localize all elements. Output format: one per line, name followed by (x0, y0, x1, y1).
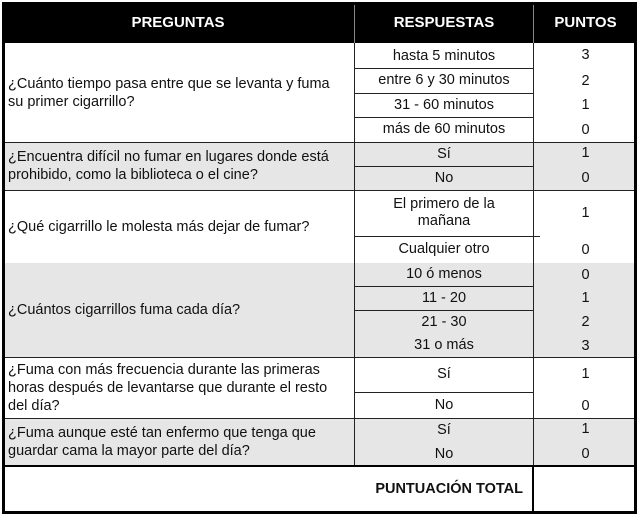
answer-points: 1 (581, 145, 590, 161)
row-divider (354, 117, 534, 118)
row-divider (354, 166, 534, 167)
answer-points: 3 (581, 47, 590, 63)
question-4: ¿Cuántos cigarrillos fuma cada día? (8, 302, 241, 318)
answer-option: Sí (437, 145, 451, 162)
header-puntos: PUNTOS (554, 14, 617, 31)
table-header (2, 2, 637, 43)
row-divider (354, 310, 534, 311)
row-divider (354, 286, 534, 287)
column-divider (533, 43, 534, 466)
answer-option: Sí (437, 421, 451, 438)
answer-option: entre 6 y 30 minutos (378, 72, 510, 88)
row-divider (2, 142, 637, 143)
answer-option: No (434, 445, 454, 462)
row-divider (2, 190, 637, 191)
answer-points: 0 (581, 241, 590, 258)
answer-option: 11 - 20 (421, 289, 467, 306)
header-preguntas: PREGUNTAS (131, 14, 225, 31)
answer-points: 1 (581, 97, 590, 113)
answer-points: 2 (581, 314, 590, 330)
answer-points: 0 (581, 397, 590, 414)
column-divider (354, 43, 355, 466)
total-score-field[interactable] (534, 467, 637, 511)
row-divider (354, 68, 534, 69)
table-border-right (634, 2, 637, 514)
question-1: ¿Cuánto tiempo pasa entre que se levanta y fuma su primer cigarrillo? (8, 76, 330, 110)
question-2: ¿Encuentra difícil no fumar en lugares donde está prohibido, como la biblioteca o el cine? (8, 149, 329, 183)
table-border-left (2, 2, 5, 514)
answer-option: más de 60 minutos (382, 121, 506, 137)
header-respuestas: RESPUESTAS (393, 14, 495, 31)
answer-option: Sí (437, 365, 451, 382)
answer-option: No (434, 397, 454, 413)
answer-points: 1 (581, 421, 590, 437)
answer-points: 1 (581, 290, 590, 306)
row-divider (354, 236, 540, 237)
fagerstrom-test-table (2, 2, 637, 514)
answer-points: 1 (581, 366, 590, 382)
answer-option: Cualquier otro (398, 241, 490, 257)
row-divider (2, 357, 637, 358)
answer-option: El primero de la mañana (393, 196, 495, 229)
answer-points: 1 (581, 205, 590, 221)
answer-points: 0 (581, 446, 590, 462)
answer-points: 0 (581, 170, 590, 186)
answer-points: 3 (581, 337, 590, 354)
answer-points: 0 (581, 266, 590, 283)
question-5: ¿Fuma con más frecuencia durante las primeras horas después de levantarse que durante el resto del día? (8, 361, 328, 414)
question-6: ¿Fuma aunque esté tan enfermo que tenga que guardar cama la mayor parte del día? (8, 425, 316, 459)
answer-option: 31 - 60 minutos (394, 96, 494, 113)
row-divider (2, 418, 637, 419)
answer-option: 21 - 30 (421, 313, 467, 330)
answer-option: 31 o más (414, 337, 474, 353)
row-divider (354, 93, 534, 94)
answer-option: 10 ó menos (406, 266, 482, 282)
answer-option: No (434, 169, 454, 186)
answer-option: hasta 5 minutos (392, 47, 496, 64)
table-border-bottom (2, 511, 637, 514)
question-3: ¿Qué cigarrillo le molesta más dejar de fumar? (8, 218, 310, 235)
answer-points: 2 (581, 72, 590, 89)
row-divider (354, 392, 534, 393)
answer-points: 0 (581, 121, 590, 138)
total-score-label: PUNTUACIÓN TOTAL (375, 480, 523, 497)
